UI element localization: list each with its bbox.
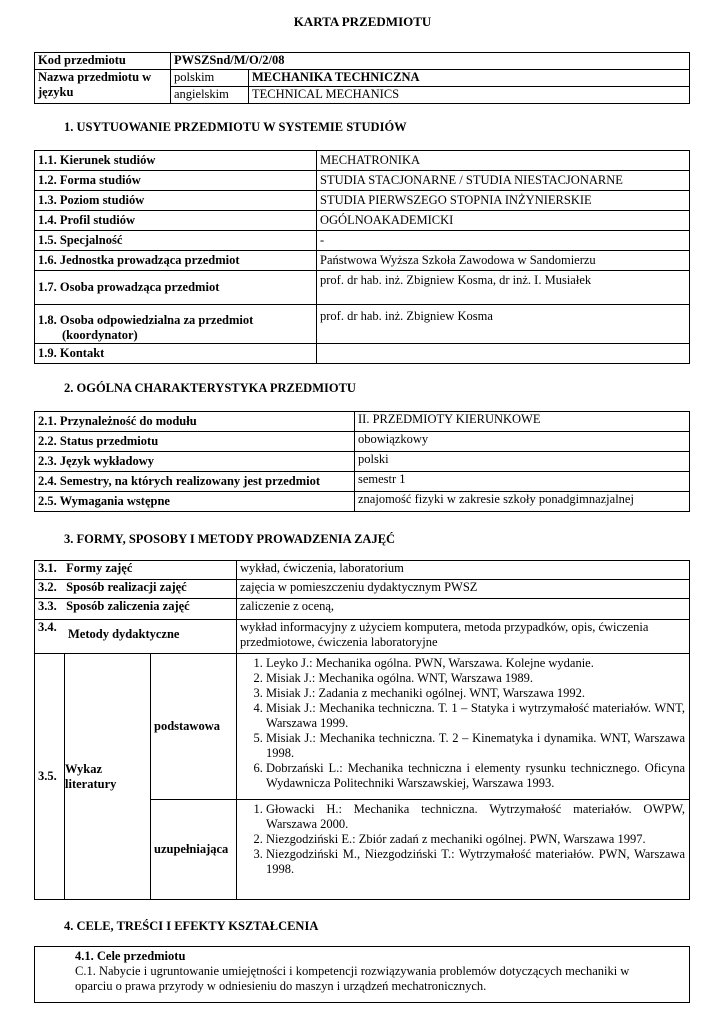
s3-value: wykład informacyjny z użyciem komputera, metoda przypadków, opis, ćwiczenia przedmiotowe, ćwiczenia laboratoryjne [237, 620, 690, 654]
s3-label [35, 561, 237, 580]
s3-label-text: Sposób realizacji zajęć [66, 580, 187, 594]
literature-item: 4. Misiak J.: Mechanika techniczna. T. 1 – Statyka i wytrzymałość materiałów. WNT, Warszawa 1999. [266, 701, 685, 731]
literature-item: 2. Niezgodziński E.: Zbiór zadań z mechaniki ogólnej. PWN, Warszawa 1997. [266, 832, 685, 847]
s3-label-text: Sposób zaliczenia zajęć [66, 599, 190, 613]
s2-label: 2.1. Przynależność do modułu [35, 412, 355, 432]
section3-table [34, 560, 690, 900]
lit-label: Wykaz literatury [65, 654, 151, 900]
s3-label [35, 620, 237, 654]
literature-item: 1. Głowacki H.: Mechanika techniczna. Wytrzymałość materiałów. OWPW, Warszawa 2000. [266, 802, 685, 832]
section4-box [34, 946, 690, 1003]
s1-label: 1.3. Poziom studiów [35, 191, 317, 211]
basic-label: podstawowa [151, 654, 237, 800]
s2-value: semestr 1 [355, 472, 690, 492]
header-table [34, 52, 690, 104]
s3-value: zaliczenie z oceną, [237, 599, 690, 620]
s1-value [317, 344, 690, 364]
supp-list-cell [237, 800, 690, 900]
literature-item: 6. Dobrzański L.: Mechanika techniczna i elementy rysunku technicznego. Oficyna Wydawnicza Politechniki Warszawskiej, Warszawa 1993. [266, 761, 685, 791]
s1-label: 1.2. Forma studiów [35, 171, 317, 191]
lit-num: 3.5. [35, 654, 65, 900]
s1-value: STUDIA STACJONARNE / STUDIA NIESTACJONARNE [317, 171, 690, 191]
s3-num: 3.2. [38, 580, 57, 594]
section2-heading: 2. OGÓLNA CHARAKTERYSTYKA PRZEDMIOTU [64, 381, 356, 395]
section1-heading: 1. USYTUOWANIE PRZEDMIOTU W SYSTEMIE STUDIÓW [64, 120, 407, 134]
section4-text: C.1. Nabycie i ugruntowanie umiejętności i kompetencji rozwiązywania problemów dotyczących mechaniki w oparciu o prawa przyrody w odniesieniu do maszyn i urządzeń mechatronicznych. [75, 964, 630, 993]
lang-pl: polskim [171, 70, 249, 87]
literature-item: 5. Misiak J.: Mechanika techniczna. T. 2 – Kinematyka i dynamika. WNT, Warszawa 1998. [266, 731, 685, 761]
s1-label: 1.5. Specjalność [35, 231, 317, 251]
s3-num: 3.1. [38, 561, 57, 575]
s1-value: Państwowa Wyższa Szkoła Zawodowa w Sandomierzu [317, 251, 690, 271]
s1-value: prof. dr hab. inż. Zbigniew Kosma, dr inż. I. Musiałek [317, 271, 690, 305]
s1-value: - [317, 231, 690, 251]
s2-label: 2.5. Wymagania wstępne [35, 492, 355, 512]
s2-value: polski [355, 452, 690, 472]
s2-value: II. PRZEDMIOTY KIERUNKOWE [355, 412, 690, 432]
s1-label: 1.6. Jednostka prowadząca przedmiot [35, 251, 317, 271]
name-en: TECHNICAL MECHANICS [249, 87, 690, 104]
lang-en: angielskim [171, 87, 249, 104]
s1-value: prof. dr hab. inż. Zbigniew Kosma [317, 305, 690, 344]
literature-item: 1. Leyko J.: Mechanika ogólna. PWN, Warszawa. Kolejne wydanie. [266, 656, 685, 671]
page-title: KARTA PRZEDMIOTU [293, 14, 432, 29]
supp-list [240, 802, 685, 877]
s2-label: 2.3. Język wykładowy [35, 452, 355, 472]
s1-label: 1.4. Profil studiów [35, 211, 317, 231]
s3-label [35, 580, 237, 599]
s3-label [35, 599, 237, 620]
s1-label-line2: (koordynator) [62, 328, 138, 342]
literature-item: 3. Niezgodziński M., Niezgodziński T.: Wytrzymałość materiałów. PWN, Warszawa 1998. [266, 847, 685, 877]
s3-value: wykład, ćwiczenia, laboratorium [237, 561, 690, 580]
section1-table [34, 150, 690, 364]
s2-value: obowiązkowy [355, 432, 690, 452]
s3-value: zajęcia w pomieszczeniu dydaktycznym PWSZ [237, 580, 690, 599]
nazwa-label: Nazwa przedmiotu w języku [35, 70, 171, 104]
name-pl: MECHANIKA TECHNICZNA [249, 70, 690, 87]
s1-label: 1.9. Kontakt [35, 344, 317, 364]
s2-label: 2.4. Semestry, na których realizowany jest przedmiot [35, 472, 355, 492]
s3-label-text: Formy zajęć [66, 561, 133, 575]
s1-value: STUDIA PIERWSZEGO STOPNIA INŻYNIERSKIE [317, 191, 690, 211]
s1-label: 1.7. Osoba prowadząca przedmiot [35, 271, 317, 305]
s3-label-text: Metody dydaktyczne [68, 627, 180, 641]
s2-value: znajomość fizyki w zakresie szkoły ponadgimnazjalnej [355, 492, 690, 512]
section2-table [34, 411, 690, 512]
basic-list-cell [237, 654, 690, 800]
s1-value: OGÓLNOAKADEMICKI [317, 211, 690, 231]
supp-label: uzupełniająca [151, 800, 237, 900]
kod-value: PWSZSnd/M/O/2/08 [171, 53, 690, 70]
section3-heading: 3. FORMY, SPOSOBY I METODY PROWADZENIA ZAJĘĆ [64, 532, 396, 546]
s1-label-line1: 1.8. Osoba odpowiedzialna za przedmiot [38, 313, 254, 327]
literature-item: 3. Misiak J.: Zadania z mechaniki ogólnej. WNT, Warszawa 1992. [266, 686, 685, 701]
basic-list [240, 656, 685, 791]
s1-value: MECHATRONIKA [317, 151, 690, 171]
s3-num: 3.3. [38, 599, 57, 613]
s3-num: 3.4. [38, 620, 57, 634]
kod-label: Kod przedmiotu [35, 53, 171, 70]
s1-label [35, 305, 317, 344]
section4-heading: 4. CELE, TREŚCI I EFEKTY KSZTAŁCENIA [64, 919, 319, 933]
s1-label: 1.1. Kierunek studiów [35, 151, 317, 171]
literature-item: 2. Misiak J.: Mechanika ogólna. WNT, Warszawa 1989. [266, 671, 685, 686]
s2-label: 2.2. Status przedmiotu [35, 432, 355, 452]
section4-subheading: 4.1. Cele przedmiotu [75, 949, 186, 963]
